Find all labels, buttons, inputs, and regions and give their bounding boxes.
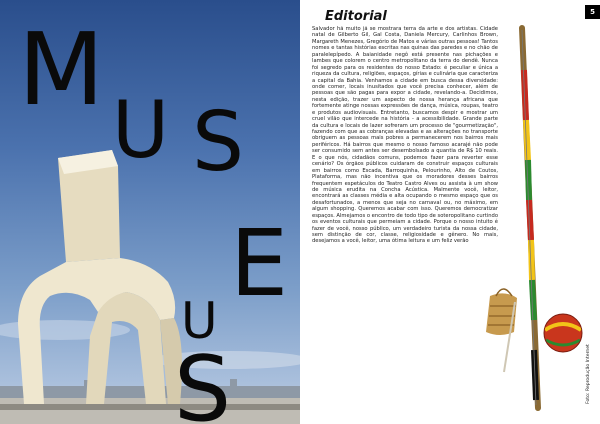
headline-letter-u: U: [181, 292, 218, 350]
editorial-body: Salvador há muito já se mostrara terra da arte e dos artistas. Cidade natal de Gilberto Gil, Gal Costa, Daniela Mercury, Carlinhos Brown, Margareth Menezes, Gregório de Matos e várias outras pessoas! Tantos nomes e tantas histórias escritas nas quinas das paredes e no chão de paralelepípedo. A baianidade negô está presente nas pichações e lambes que colorem o centro metropolitano da terra do dendê. Nunca foi segredo para os residentes do nosso Estado: é peculiar e única a riqueza da cultura, religiões, espaços, gírias e culinária que caracteriza a capital da Bahia. Venhamos a cidade em busca dessa diversidade: onde comer, locais inusitados que você precisa conhecer, além de pessoas que são pagas para expor a cidade, revelando-a. Decidimos, nesta edição, trazer um aspecto de nossa herança africana que fortemente atinge nossas expressões de dança, música, roupas, teatro e produtos audiovisuais. Entretanto, buscamos despir e mostrar um cruel vilão que intercede na história - a acessibilidade. Grande parte da cultura e locais de lazer sofreram um processo de "gourmetização", fazendo com que as cobranças elevadas e as alterações no transporte obriguem as pessoas mais pobres a permanecerem nos bairros mais periféricos. Há bairros que mesmo o nosso famoso acarajé não pode ser consumido sem antes ser desembolsado a quantia de R$ 10 reais. E o que nós, cidadãos comuns, podemos fazer para reverter esse cenário? Os órgãos públicos cuidaram de construir espaços culturais em bairros como Escada, Barroquinha, Pelourinho, Alto de Coutos, Plataforma, mas não incentiva que os moradores desses bairros frequentem espetáculos do Teatro Castro Alves ou assista à um show de música erudita na Concha Acústica. Malmente você, leitor, encontrará as classes média e alta ocupando o mesmo espaço que os desafortunados, a menos que seja no carnaval ou, no máximo, em algum shopping. Queremos acabar com isso. Queremos democratizar espaços. Almejamos o encontro de todo tipo de soteropolitano curtindo os eventos culturais que permeiam a cidade. Porque o nosso intuito é fazer de você, nosso público, um verdadeiro turista da nossa cidade, sem distinção de cor, classe, religiosidade e gênero. No mais, desejamos a você, leitor, uma ótima leitura e um feliz verão: [312, 26, 498, 245]
caxixi-basket: [486, 289, 517, 335]
plaza-curb: [0, 404, 300, 410]
page-title: Editorial: [325, 9, 387, 24]
berimbau-string: [522, 30, 536, 405]
headline-letter-s: S: [192, 95, 245, 190]
right-page-editorial: [300, 0, 600, 424]
headline-letter-u: U: [112, 86, 170, 176]
headline-letter-e: E: [230, 210, 289, 317]
photo-credit: Foto: Reprodução Internet: [586, 344, 591, 404]
headline-letter-m: M: [18, 11, 105, 128]
berimbau-illustration: [300, 0, 600, 424]
page-number: 5: [585, 5, 600, 19]
sculpture: [18, 150, 182, 404]
headline-letter-s: S: [174, 337, 232, 424]
berimbau-gourd: [544, 314, 582, 352]
